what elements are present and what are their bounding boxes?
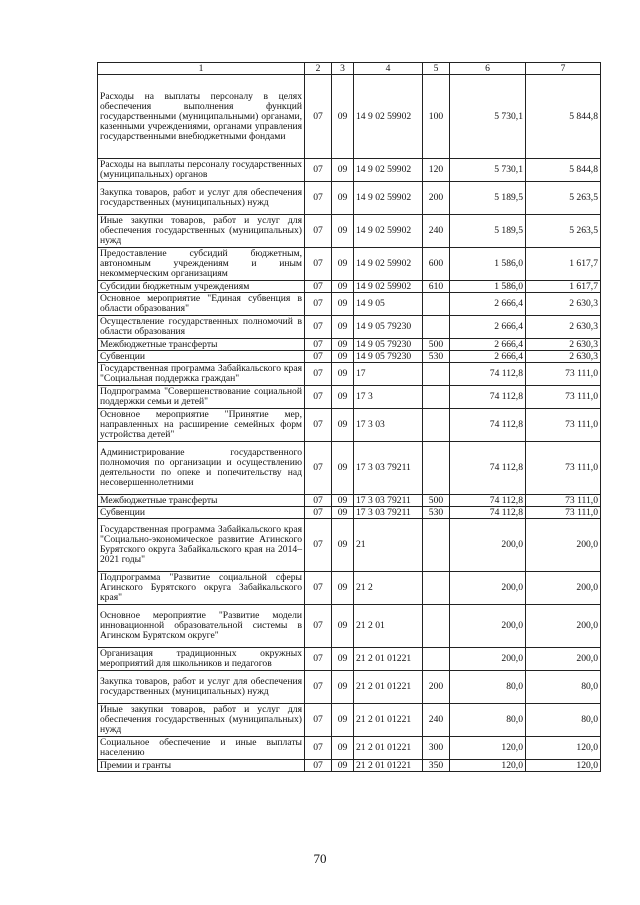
row-subsection-cell: 09 [332,159,354,182]
row-section-cell: 07 [305,159,332,182]
row-target-article-cell: 21 2 01 01221 [354,760,423,772]
row-target-article-cell: 17 3 03 79211 [354,442,423,495]
header-col-6: 6 [450,63,526,75]
row-amount-year2-cell: 1 617,7 [526,248,601,281]
header-col-3: 3 [332,63,354,75]
row-name-cell: Иные закупки товаров, работ и услуг для обеспечения государственных (муниципальных) нужд [98,215,305,248]
row-subsection-cell: 09 [332,215,354,248]
row-expense-type-cell: 600 [423,248,450,281]
row-amount-year1-cell: 120,0 [450,760,526,772]
row-subsection-cell: 09 [332,293,354,316]
row-amount-year1-cell: 5 730,1 [450,159,526,182]
row-amount-year2-cell: 200,0 [526,605,601,648]
row-target-article-cell: 14 9 02 59902 [354,182,423,215]
row-name-cell: Предоставление субсидий бюджетным, автономным учреждениям и иным некоммерческим организациям [98,248,305,281]
row-name-cell: Государственная программа Забайкальского края "Социально-экономическое развитие Агинского Бурятского округа Забайкальского края на 2014–2021 годы" [98,519,305,572]
row-amount-year1-cell: 200,0 [450,648,526,671]
table-row [98,75,601,159]
table-row [98,737,601,760]
row-expense-type-cell: 300 [423,737,450,760]
row-expense-type-cell: 500 [423,495,450,507]
table-row [98,605,601,648]
row-amount-year1-cell: 74 112,8 [450,495,526,507]
table-row [98,215,601,248]
row-amount-year1-cell: 200,0 [450,519,526,572]
row-subsection-cell: 09 [332,572,354,605]
row-expense-type-cell: 240 [423,704,450,737]
row-amount-year1-cell: 74 112,8 [450,409,526,442]
row-subsection-cell: 09 [332,495,354,507]
row-target-article-cell: 14 9 05 79230 [354,351,423,363]
row-name-cell: Субвенции [98,351,305,363]
row-name-cell: Субвенции [98,507,305,519]
row-amount-year1-cell: 5 189,5 [450,215,526,248]
row-expense-type-cell: 240 [423,215,450,248]
row-amount-year1-cell: 74 112,8 [450,363,526,386]
row-target-article-cell: 17 3 03 [354,409,423,442]
row-subsection-cell: 09 [332,363,354,386]
row-section-cell: 07 [305,519,332,572]
row-section-cell: 07 [305,671,332,704]
row-amount-year1-cell: 5 189,5 [450,182,526,215]
row-expense-type-cell: 610 [423,281,450,293]
table-row [98,671,601,704]
table-row [98,572,601,605]
row-amount-year2-cell: 2 630,3 [526,339,601,351]
header-col-5: 5 [423,63,450,75]
row-subsection-cell: 09 [332,386,354,409]
row-target-article-cell: 14 9 05 [354,293,423,316]
row-section-cell: 07 [305,737,332,760]
row-subsection-cell: 09 [332,316,354,339]
header-col-7: 7 [526,63,601,75]
row-amount-year2-cell: 73 111,0 [526,507,601,519]
row-expense-type-cell: 530 [423,507,450,519]
table-row [98,248,601,281]
row-subsection-cell: 09 [332,519,354,572]
row-expense-type-cell [423,386,450,409]
row-amount-year1-cell: 2 666,4 [450,293,526,316]
row-amount-year2-cell: 73 111,0 [526,409,601,442]
row-amount-year1-cell: 80,0 [450,671,526,704]
row-target-article-cell: 14 9 05 79230 [354,316,423,339]
row-amount-year2-cell: 2 630,3 [526,351,601,363]
row-amount-year1-cell: 74 112,8 [450,507,526,519]
header-col-4: 4 [354,63,423,75]
row-target-article-cell: 21 2 [354,572,423,605]
row-name-cell: Премии и гранты [98,760,305,772]
row-subsection-cell: 09 [332,182,354,215]
row-amount-year2-cell: 5 844,8 [526,159,601,182]
row-expense-type-cell: 100 [423,75,450,159]
row-section-cell: 07 [305,648,332,671]
row-target-article-cell: 14 9 02 59902 [354,159,423,182]
row-expense-type-cell: 200 [423,671,450,704]
row-amount-year2-cell: 73 111,0 [526,386,601,409]
row-subsection-cell: 09 [332,507,354,519]
row-section-cell: 07 [305,409,332,442]
row-amount-year2-cell: 1 617,7 [526,281,601,293]
row-section-cell: 07 [305,572,332,605]
row-expense-type-cell [423,519,450,572]
row-subsection-cell: 09 [332,671,354,704]
row-section-cell: 07 [305,182,332,215]
row-name-cell: Основное мероприятие "Развитие модели инновационной образовательной системы в Агинском Бурятском округе" [98,605,305,648]
row-name-cell: Иные закупки товаров, работ и услуг для обеспечения государственных (муниципальных) нужд [98,704,305,737]
row-expense-type-cell: 500 [423,339,450,351]
row-amount-year1-cell: 2 666,4 [450,339,526,351]
row-section-cell: 07 [305,248,332,281]
row-amount-year2-cell: 5 263,5 [526,215,601,248]
row-name-cell: Основное мероприятие "Принятие мер, направленных на расширение семейных форм устройства детей" [98,409,305,442]
row-subsection-cell: 09 [332,339,354,351]
row-section-cell: 07 [305,386,332,409]
row-expense-type-cell [423,648,450,671]
row-expense-type-cell: 200 [423,182,450,215]
row-amount-year1-cell: 200,0 [450,572,526,605]
row-name-cell: Основное мероприятие "Единая субвенция в области образования" [98,293,305,316]
table-row [98,519,601,572]
row-expense-type-cell [423,442,450,495]
row-target-article-cell: 21 2 01 01221 [354,704,423,737]
row-name-cell: Администрирование государственного полномочия по организации и осуществлению деятельности по опеке и попечительству над несовершеннолетними [98,442,305,495]
row-amount-year1-cell: 5 730,1 [450,75,526,159]
row-section-cell: 07 [305,215,332,248]
row-target-article-cell: 14 9 02 59902 [354,215,423,248]
row-subsection-cell: 09 [332,442,354,495]
page-number: 70 [313,851,327,866]
row-expense-type-cell: 350 [423,760,450,772]
row-expense-type-cell [423,572,450,605]
row-name-cell: Осуществление государственных полномочий в области образования [98,316,305,339]
row-target-article-cell: 21 2 01 01221 [354,648,423,671]
row-subsection-cell: 09 [332,737,354,760]
table-row [98,316,601,339]
row-amount-year2-cell: 80,0 [526,704,601,737]
table-row [98,704,601,737]
row-target-article-cell: 14 9 05 79230 [354,339,423,351]
row-amount-year1-cell: 120,0 [450,737,526,760]
row-amount-year2-cell: 5 844,8 [526,75,601,159]
row-name-cell: Закупка товаров, работ и услуг для обеспечения государственных (муниципальных) нужд [98,182,305,215]
table-row [98,760,601,772]
row-expense-type-cell: 120 [423,159,450,182]
row-amount-year2-cell: 2 630,3 [526,293,601,316]
row-subsection-cell: 09 [332,281,354,293]
row-amount-year1-cell: 74 112,8 [450,442,526,495]
row-amount-year2-cell: 200,0 [526,648,601,671]
row-target-article-cell: 17 [354,363,423,386]
row-name-cell: Расходы на выплаты персоналу государственных (муниципальных) органов [98,159,305,182]
row-section-cell: 07 [305,760,332,772]
header-col-2: 2 [305,63,332,75]
row-expense-type-cell [423,605,450,648]
row-amount-year2-cell: 120,0 [526,760,601,772]
row-section-cell: 07 [305,316,332,339]
row-section-cell: 07 [305,293,332,316]
row-name-cell: Субсидии бюджетным учреждениям [98,281,305,293]
row-subsection-cell: 09 [332,648,354,671]
row-amount-year2-cell: 73 111,0 [526,442,601,495]
row-name-cell: Межбюджетные трансферты [98,339,305,351]
row-section-cell: 07 [305,75,332,159]
row-subsection-cell: 09 [332,351,354,363]
row-target-article-cell: 17 3 [354,386,423,409]
table-row [98,495,601,507]
header-col-1: 1 [98,63,305,75]
table-row [98,409,601,442]
row-name-cell: Подпрограмма "Развитие социальной сферы Агинского Бурятского округа Забайкальского края" [98,572,305,605]
row-amount-year2-cell: 5 263,5 [526,182,601,215]
row-target-article-cell: 21 2 01 01221 [354,737,423,760]
row-name-cell: Государственная программа Забайкальского края "Социальная поддержка граждан" [98,363,305,386]
row-expense-type-cell [423,316,450,339]
row-name-cell: Подпрограмма "Совершенствование социальной поддержки семьи и детей" [98,386,305,409]
row-section-cell: 07 [305,704,332,737]
row-amount-year1-cell: 80,0 [450,704,526,737]
table-row [98,363,601,386]
table-row [98,159,601,182]
row-amount-year2-cell: 80,0 [526,671,601,704]
row-amount-year1-cell: 200,0 [450,605,526,648]
row-subsection-cell: 09 [332,75,354,159]
row-subsection-cell: 09 [332,409,354,442]
row-amount-year1-cell: 2 666,4 [450,316,526,339]
budget-table [97,62,601,772]
row-section-cell: 07 [305,605,332,648]
table-row [98,339,601,351]
row-section-cell: 07 [305,363,332,386]
row-section-cell: 07 [305,442,332,495]
row-amount-year2-cell: 73 111,0 [526,495,601,507]
row-section-cell: 07 [305,281,332,293]
row-subsection-cell: 09 [332,248,354,281]
row-target-article-cell: 21 2 01 [354,605,423,648]
row-expense-type-cell [423,363,450,386]
row-amount-year2-cell: 200,0 [526,519,601,572]
row-target-article-cell: 21 2 01 01221 [354,671,423,704]
row-name-cell: Межбюджетные трансферты [98,495,305,507]
row-target-article-cell: 17 3 03 79211 [354,495,423,507]
table-row [98,507,601,519]
row-amount-year2-cell: 120,0 [526,737,601,760]
row-section-cell: 07 [305,351,332,363]
row-target-article-cell: 17 3 03 79211 [354,507,423,519]
row-section-cell: 07 [305,339,332,351]
row-subsection-cell: 09 [332,605,354,648]
row-target-article-cell: 14 9 02 59902 [354,75,423,159]
table-row [98,351,601,363]
row-amount-year2-cell: 73 111,0 [526,363,601,386]
row-section-cell: 07 [305,495,332,507]
table-row [98,648,601,671]
row-amount-year1-cell: 1 586,0 [450,281,526,293]
row-amount-year1-cell: 1 586,0 [450,248,526,281]
row-amount-year1-cell: 2 666,4 [450,351,526,363]
row-name-cell: Расходы на выплаты персоналу в целях обеспечения выполнения функций государственными (муниципальными) органами, казенными учреждениями, органами управления государственными внебюджетными фондами [98,75,305,159]
row-subsection-cell: 09 [332,704,354,737]
row-expense-type-cell [423,409,450,442]
row-section-cell: 07 [305,507,332,519]
header-row [98,63,601,75]
table-row [98,442,601,495]
row-name-cell: Закупка товаров, работ и услуг для обеспечения государственных (муниципальных) нужд [98,671,305,704]
row-expense-type-cell: 530 [423,351,450,363]
table-row [98,293,601,316]
row-name-cell: Организация традиционных окружных мероприятий для школьников и педагогов [98,648,305,671]
row-target-article-cell: 21 [354,519,423,572]
row-amount-year1-cell: 74 112,8 [450,386,526,409]
table-row [98,386,601,409]
row-expense-type-cell [423,293,450,316]
table-row [98,182,601,215]
row-target-article-cell: 14 9 02 59902 [354,281,423,293]
row-amount-year2-cell: 200,0 [526,572,601,605]
row-amount-year2-cell: 2 630,3 [526,316,601,339]
table-row [98,281,601,293]
row-name-cell: Социальное обеспечение и иные выплаты населению [98,737,305,760]
row-subsection-cell: 09 [332,760,354,772]
row-target-article-cell: 14 9 02 59902 [354,248,423,281]
